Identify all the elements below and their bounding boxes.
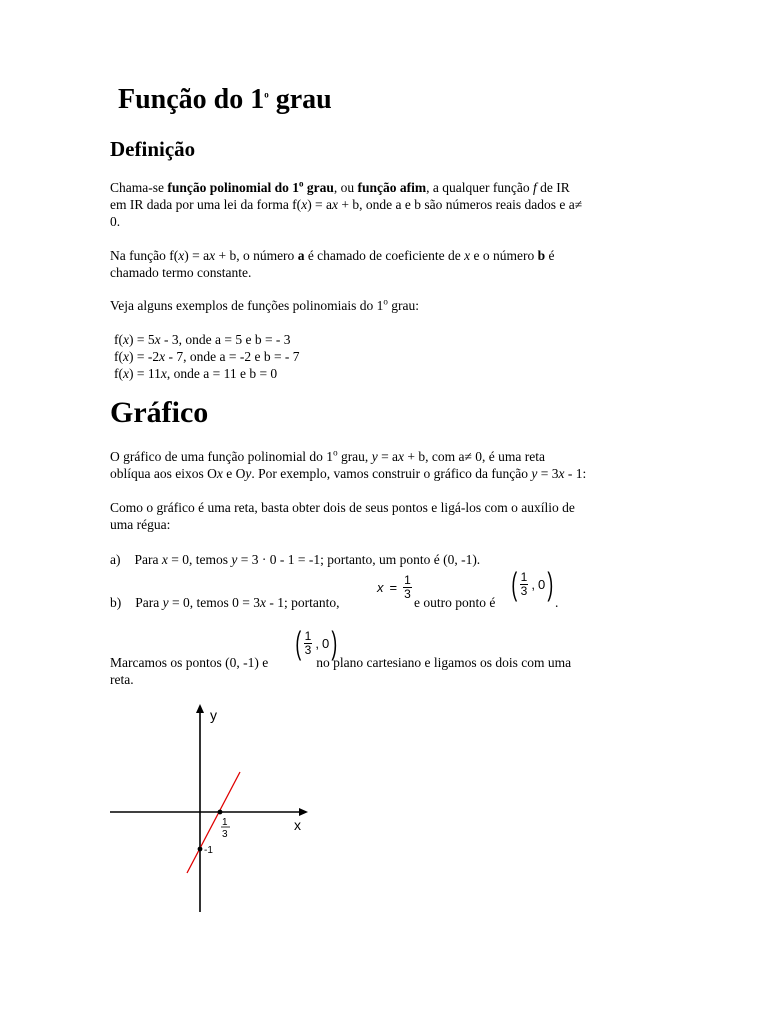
example-item: f(x) = 11x, onde a = 11 e b = 0: [114, 366, 278, 381]
step-b-period: .: [555, 595, 559, 610]
y-axis-label: y: [210, 707, 217, 723]
function-line: [187, 772, 240, 873]
section-heading-grafico: Gráfico: [110, 396, 209, 429]
cartesian-graph: [100, 700, 320, 920]
definition-paragraph: Chama-se função polinomial do 1$^o$ grau, ou função afim, a qualquer função f de IR em IR dada por uma lei da forma f(x) = ax + b, onde a e b são números reais dados e a≠ 0.: [110, 178, 583, 229]
x-axis-arrow: [299, 808, 308, 816]
x-equals-one-third: x = $\frac{1}{3}$: [377, 573, 411, 601]
point-y-intercept: [198, 847, 203, 852]
coefficient-paragraph: Na função f(x) = ax + b, o número a é chamado de coeficiente de x e o número b é chamado termo constante.: [110, 248, 555, 280]
graph-method-paragraph: Como o gráfico é uma reta, basta obter dois de seus pontos e ligá-los com o auxílio de uma régua:: [110, 500, 575, 532]
examples-list: [114, 331, 674, 382]
x-axis-label: x: [294, 817, 301, 833]
marking-points-paragraph: Marcamos os pontos (0, -1) e no plano cartesiano e ligamos os dois com uma reta.: [110, 655, 572, 687]
y-tick-label: -1: [204, 845, 213, 856]
point-one-third-zero: ( $\frac{1}{3}$ , 0 ): [511, 566, 554, 602]
section-heading-definicao: Definição: [110, 137, 196, 161]
x-tick-numerator: 1: [222, 817, 228, 828]
step-a: a) Para x = 0, temos y = 3 · 0 - 1 = -1; portanto, um ponto é (0, -1).: [110, 552, 481, 567]
example-item: f(x) = 5x - 3, onde a = 5 e b = - 3: [114, 332, 291, 347]
graph-intro-paragraph: O gráfico de uma função polinomial do 1$^o$ grau, y = ax + b, com a≠ 0, é uma reta oblíqua aos eixos Ox e Oy. Por exemplo, vamos construir o gráfico da função y = 3x - 1:: [110, 447, 587, 481]
y-axis-arrow: [196, 704, 204, 713]
point-x-intercept: [218, 810, 223, 815]
point-one-third-zero-inline: ( $\frac{1}{3}$ , 0 ): [295, 625, 338, 661]
step-b-continuation: e outro ponto é: [414, 595, 496, 610]
example-item: f(x) = -2x - 7, onde a = -2 e b = - 7: [114, 349, 300, 364]
page-title: Função do 1$^o$ grau: [118, 84, 332, 115]
examples-intro: Veja alguns exemplos de funções polinomiais do 1$^o$ grau:: [110, 296, 419, 313]
x-tick-denominator: 3: [222, 829, 228, 840]
step-b: b) Para y = 0, temos 0 = 3x - 1; portanto,: [110, 595, 340, 610]
